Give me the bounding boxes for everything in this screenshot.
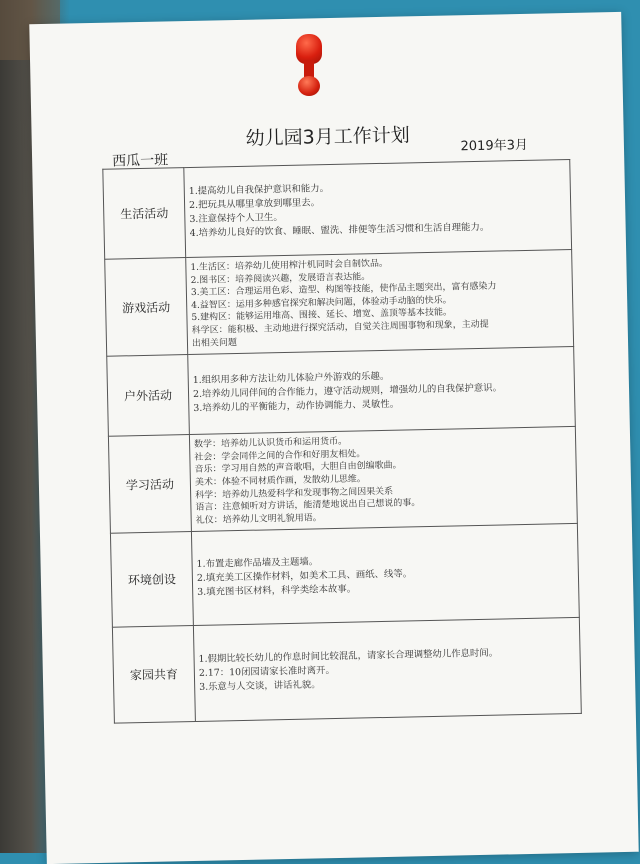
table-row [103, 160, 572, 260]
list-item: 音乐：学习用自然的声音歌唱，大胆自由创编歌曲。 [194, 460, 402, 476]
list-item: 3.乐意与人交谈，讲话礼貌。 [199, 679, 321, 693]
push-pin-icon [296, 34, 322, 98]
item-list [189, 427, 577, 532]
list-item: 美术：体验不同材质作画，发散幼儿思维。 [194, 474, 366, 488]
document-date: 2019年3月 [460, 137, 529, 155]
table-row [112, 618, 581, 724]
list-item: 3.填充图书区材料，科学类绘本故事。 [197, 583, 357, 598]
work-plan-table [102, 159, 582, 724]
table-row [105, 249, 574, 356]
category-label: 环境创设 [110, 532, 193, 628]
list-item: 2.培养幼儿同伴间的合作能力，遵守活动规则，增强幼儿的自我保护意识。 [192, 382, 503, 400]
category-label: 生活活动 [103, 168, 186, 260]
list-item: 3.美工区：合理运用色彩、造型、构图等技能，使作品主题突出，富有感染力 [190, 281, 497, 299]
list-item: 1.生活区：培养幼儿使用榨汁机同时会自制饮品。 [190, 258, 389, 273]
list-item: 1.假期比较长幼儿的作息时间比较混乱，请家长合理调整幼儿作息时间。 [198, 647, 499, 665]
table-row [107, 347, 576, 437]
category-label: 户外活动 [107, 355, 190, 437]
item-list [191, 524, 579, 626]
list-item: 1.布置走廊作品墙及主题墙。 [196, 556, 319, 570]
list-item: 2.填充美工区操作材料，如美术工具、画纸、线等。 [196, 568, 413, 584]
list-item: 礼仪：培养幼儿文明礼貌用语。 [195, 512, 322, 526]
item-list [188, 347, 576, 435]
list-item: 3.注意保持个人卫生。 [189, 211, 283, 225]
category-label: 学习活动 [108, 435, 191, 534]
category-label: 家园共育 [112, 626, 195, 724]
item-list [186, 249, 574, 354]
paper-sheet [29, 12, 638, 864]
list-item: 社会：学会同伴之间的合作和好朋友相处。 [194, 449, 366, 463]
list-item: 2.把玩具从哪里拿放到哪里去。 [188, 196, 321, 211]
table-row [108, 427, 577, 534]
document-title: 幼儿园3月工作计划 [245, 124, 410, 150]
item-list [193, 618, 581, 722]
list-item: 出相关问题 [191, 337, 238, 349]
list-item: 2.17：10闭园请家长准时离开。 [198, 664, 335, 679]
list-item: 4.益智区：运用多种感官探究和解决问题，体验动手动脑的快乐。 [191, 295, 452, 311]
list-item: 2.图书区：培养阅读兴趣，发展语言表达能。 [190, 271, 371, 286]
category-label: 游戏活动 [105, 258, 188, 357]
table-row [110, 524, 579, 628]
list-item: 数学：培养幼儿认识货币和运用货币。 [194, 436, 348, 451]
list-item: 3.培养幼儿的平衡能力，动作协调能力、灵敏性。 [193, 398, 400, 414]
class-name: 西瓜一班 [111, 152, 169, 170]
list-item: 语言：注意倾听对方讲话，能清楚地说出自己想说的事。 [195, 498, 421, 514]
list-item: 科学：培养幼儿热爱科学和发现事物之间因果关系 [195, 486, 394, 501]
list-item: 1.提高幼儿自我保护意识和能力。 [188, 182, 330, 197]
item-list [184, 160, 572, 258]
list-item: 1.组织用多种方法让幼儿体验户外游戏的乐趣。 [192, 370, 390, 386]
list-item: 科学区：能积极、主动地进行探究活动，自觉关注周围事物和现象，主动提 [191, 319, 489, 336]
list-item: 4.培养幼儿良好的饮食、睡眠、盥洗、排便等生活习惯和生活自理能力。 [189, 221, 490, 239]
list-item: 5.建构区：能够运用堆高、围接、延长、增宽、盖顶等基本技能。 [191, 307, 453, 324]
